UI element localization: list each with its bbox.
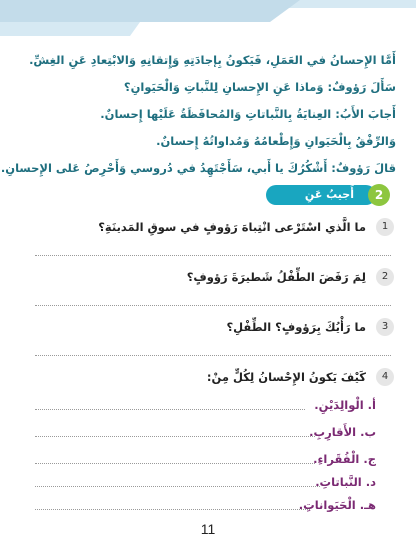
answer-line[interactable] (35, 509, 310, 510)
question-text: كَيْفَ يَكونُ الإِحْسانُ لِكُلٍّ مِنْ: (206, 370, 366, 384)
sub-item-relatives: ب. الأَقارِبِ. (309, 425, 376, 439)
question-1 (22, 218, 394, 236)
page-number: 11 (200, 521, 216, 537)
section-header (264, 184, 394, 221)
passage-line-4: وَالرِّفْقُ بِالْحَيَوانِ وَإِطْعامُهُ وَمُداواتُهُ إِحسانٌ. (156, 134, 396, 148)
answer-line[interactable] (35, 305, 391, 306)
question-2 (22, 268, 394, 286)
question-number: 2 (376, 268, 394, 286)
section-number: 2 (368, 184, 390, 206)
sub-item-animals: هـ. الْحَيَواناتِ. (298, 498, 376, 512)
passage-line-1: أَمَّا الإِحسانُ في العَمَلِ، فَيَكونُ بِإجادَتِهِ وَإِتقانِهِ وَالابْتِعادِ عَنِ الغِشِّ. (29, 53, 396, 67)
passage-line-2: سَأَلَ رَؤوفٌ: وَماذا عَنِ الإِحسانِ لِلنَّباتِ وَالْحَيَوانِ؟ (123, 80, 396, 94)
question-text: لِمَ رَفَضَ الطِّفْلُ شَطيرَةَ رَؤوفٍ؟ (186, 270, 366, 284)
answer-line[interactable] (35, 355, 391, 356)
sub-item-parents: أ. الْوالِدَيْنِ. (314, 398, 376, 412)
sub-item-plants: د. النَّباتاتِ. (315, 475, 376, 489)
passage-line-3: أَجابَ الأَبُ: العِنايَةُ بِالنَّباتاتِ وَالمُحافَظَةُ عَلَيْها إِحسانٌ. (100, 107, 396, 121)
answer-line[interactable] (35, 486, 320, 487)
question-3 (22, 318, 394, 336)
passage-line-5: قالَ رَؤوفٌ: أَشْكُرُكَ يا أَبي، سَأَجْتَهِدُ في دُروسي وَأَحْرِصُ عَلى الإِحسانِ. (0, 161, 396, 175)
question-number: 4 (376, 368, 394, 386)
question-number: 1 (376, 218, 394, 236)
question-number: 3 (376, 318, 394, 336)
sub-item-poor: ج. الْفُقَراءِ. (313, 452, 376, 466)
answer-line[interactable] (35, 409, 305, 410)
answer-line[interactable] (35, 255, 391, 256)
question-text: ما الَّذي اسْتَرْعى انْتِباهَ رَؤوفٍ في سوقِ المَدينَةِ؟ (98, 220, 366, 234)
answer-line[interactable] (35, 463, 315, 464)
question-4 (22, 368, 394, 386)
question-text: ما رَأْيُكَ بِرَؤوفٍ؟ الطِّفْلِ؟ (226, 320, 366, 334)
answer-line[interactable] (35, 436, 315, 437)
section-title: أَجيبُ عَنِ الأَسْئِلَةِ (266, 185, 376, 205)
